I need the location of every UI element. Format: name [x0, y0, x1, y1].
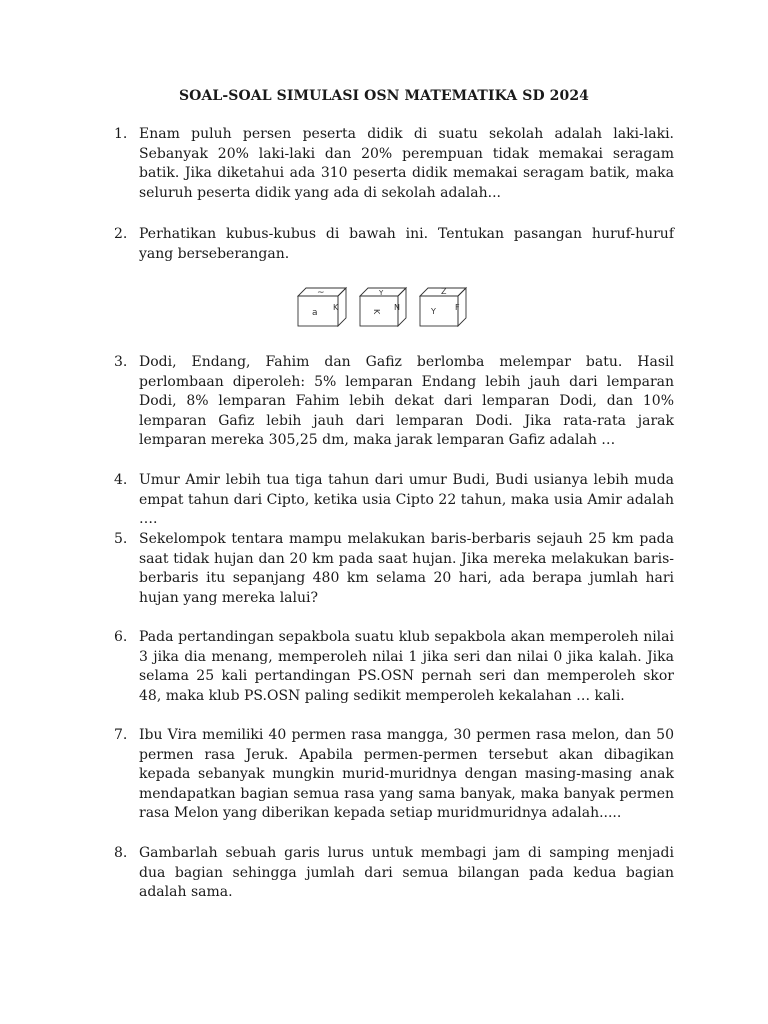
cube-1-side-letter: K: [333, 303, 339, 312]
question-text: Dodi, Endang, Fahim dan Gafiz berlomba melempar batu. Hasil perlombaan diperoleh: 5% lemparan Endang lebih jauh dari lemparan Dodi, 8% lemparan Fahim lebih dekat dari lemparan Dodi, dan 10% lemparan Gafiz lebih jauh dari lemparan Dodi. Jika rata-rata jarak lemparan mereka 305,25 dm, maka jarak lemparan Gafiz adalah …: [139, 354, 674, 449]
question-6: [114, 628, 674, 706]
question-2: [114, 225, 674, 264]
question-number: 2.: [114, 226, 128, 242]
question-8: [114, 844, 674, 903]
question-text: Ibu Vira memiliki 40 permen rasa mangga, 30 permen rasa melon, dan 50 permen rasa Jeruk. Apabila permen-permen tersebut akan dibagikan kepada sebanyak mungkin murid-muridnya dengan masing-masing anak mendapatkan bagian semua rasa yang sama banyak, maka banyak permen rasa Melon yang diberikan kepada setiap muridmuridnya adalah.....: [139, 727, 674, 822]
question-text: Pada pertandingan sepakbola suatu klub sepakbola akan memperoleh nilai 3 jika dia menang, memperoleh nilai 1 jika seri dan nilai 0 jika kalah. Jika selama 25 kali pertandingan PS.OSN pernah seri dan memperoleh skor 48, maka klub PS.OSN paling sedikit memperoleh kekalahan … kali.: [139, 629, 674, 704]
question-text: Umur Amir lebih tua tiga tahun dari umur Budi, Budi usianya lebih muda empat tahun dari Cipto, ketika usia Cipto 22 tahun, maka usia Amir adalah ….: [139, 472, 674, 528]
document-title: SOAL-SOAL SIMULASI OSN MATEMATIKA SD 2024: [178, 88, 590, 104]
question-number: 8.: [114, 845, 128, 861]
cube-3-top-letter: Z: [441, 287, 447, 296]
question-number: 7.: [114, 727, 128, 743]
question-text: Perhatikan kubus-kubus di bawah ini. Tentukan pasangan huruf-huruf yang berseberangan.: [139, 226, 674, 262]
question-1: [114, 125, 674, 203]
cube-2-front-letter: K: [372, 309, 381, 315]
cube-3-front-letter: Y: [431, 307, 436, 316]
question-text: Sekelompok tentara mampu melakukan baris-berbaris sejauh 25 km pada saat tidak hujan dan 20 km pada saat hujan. Jika mereka melakukan baris-berbaris itu sepanjang 480 km selama 20 hari, ada berapa jumlah hari hujan yang mereka lalui?: [139, 531, 674, 606]
question-number: 5.: [114, 531, 128, 547]
question-7: [114, 726, 674, 824]
question-number: 1.: [114, 126, 128, 142]
question-text: Gambarlah sebuah garis lurus untuk membagi jam di samping menjadi dua bagian sehingga jumlah dari semua bilangan pada kedua bagian adalah sama.: [139, 845, 674, 901]
cube-3-side-letter: F: [455, 303, 460, 312]
cube-2-top-letter: Y: [379, 289, 384, 297]
question-4: [114, 471, 674, 530]
question-5: [114, 530, 674, 608]
question-number: 3.: [114, 354, 128, 370]
cube-1-front-letter: a: [312, 308, 318, 318]
cube-1-top-symbol: ~: [317, 288, 325, 298]
cube-2-side-letter: N: [394, 303, 400, 312]
question-3: [114, 353, 674, 451]
question-text: Enam puluh persen peserta didik di suatu sekolah adalah laki-laki. Sebanyak 20% laki-laki dan 20% perempuan tidak memakai seragam batik. Jika diketahui ada 310 peserta didik memakai seragam batik, maka seluruh peserta didik yang ada di sekolah adalah...: [139, 126, 674, 201]
question-number: 4.: [114, 472, 128, 488]
question-number: 6.: [114, 629, 128, 645]
cube-figure: [280, 280, 490, 340]
